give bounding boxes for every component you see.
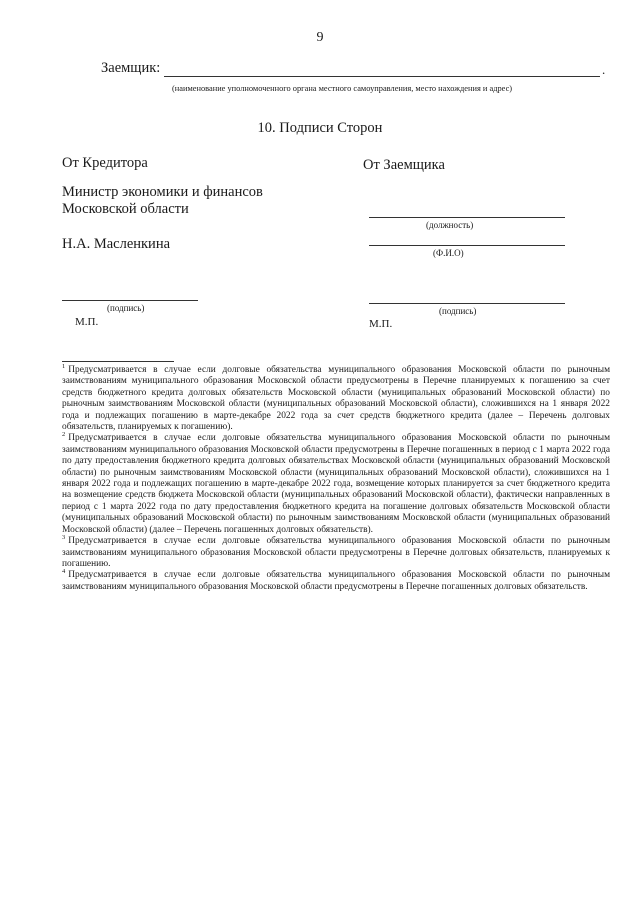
creditor-signature-line [62,300,198,301]
creditor-stamp-label: М.П. [75,316,99,328]
footnote-1 [62,365,610,433]
minister-title-line2: Московской области [62,201,189,217]
borrower-signature-line [369,303,565,304]
borrower-fio-caption: (Ф.И.О) [433,248,464,258]
borrower-name-line [164,76,600,77]
footnote-mark: 1 [62,363,66,370]
footnote-text: Предусматривается в случае если долговые обязательства муниципального образования Московской области по рыночным заимствованиям муниципального образования Московской области предусмотрены в Перечне планируемых к погашению за счет средств бюджетного кредита долговых обязательств Московской области (муниципальных образований Московской области) по рыночным заимствованиям Московской области (муниципальных образований Московской области), сложившихся на 1 января 2022 года и подлежащих погашению в марте-декабре 2022 года за счет средств бюджетного кредита (далее – Перечень долговых обязательств, планируемых к погашению). [62,365,610,433]
borrower-position-caption: (должность) [426,220,474,230]
minister-title-line1: Министр экономики и финансов [62,184,263,200]
creditor-title: От Кредитора [62,155,148,171]
footnote-text: Предусматривается в случае если долговые обязательства муниципального образования Московской области по рыночным заимствованиям муниципального образования Московской области предусмотрены в Перечне погашенных долговых обязательств. [62,570,610,592]
footnote-text: Предусматривается в случае если долговые обязательства муниципального образования Московской области по рыночным заимствованиям муниципального образования Московской области предусмотрены в Перечне долговых обязательств, планируемых к погашению. [62,536,610,569]
borrower-sign-title: От Заемщика [363,157,445,173]
borrower-stamp-label: М.П. [369,318,393,330]
borrower-position-line [369,217,565,218]
borrower-fio-line [369,245,565,246]
footnote-separator [62,361,174,362]
borrower-line-dot: . [602,62,606,77]
borrower-signature-caption: (подпись) [439,306,477,316]
footnote-mark: 3 [62,534,66,542]
footnotes [62,365,610,593]
borrower-caption: (наименование уполномоченного органа местного самоуправления, место нахождения и адрес) [172,84,513,93]
footnote-text: Предусматривается в случае если долговые обязательства муниципального образования Московской области по рыночным заимствованиям муниципального образования Московской области предусмотрены в Перечне погашенных в период с 1 марта 2022 года по дату предоставления бюджетного кредита долговых обязательствах Московской области (муниципальных образований Московской области) по рыночным заимствованиям Московской области (муниципальных образований Московской области), сложившихся на 1 января 2022 года и подлежащих погашению в марте-декабре 2022 года, возмещение которых планируется за счет бюджетного кредита на возмещение средств бюджета Московской области (муниципальных образований Московской области), фактически направленных в период с 1 марта 2022 года по дату предоставления бюджетного кредита на погашение долговых обязательств Московской области (муниципальных образований Московской области) по рыночным заимствованиям Московской области (муниципальных образований Московской области) (далее – Перечень погашенных долговых обязательств). [62,433,610,535]
borrower-label: Заемщик: [101,60,161,76]
section-title: 10. Подписи Сторон [257,120,383,136]
footnote-mark: 2 [62,431,66,439]
footnote-mark: 4 [62,568,66,576]
footnote-3 [62,536,610,570]
footnote-4 [62,570,610,593]
page-number: 9 [316,30,324,45]
creditor-signer-name: Н.А. Масленкина [62,236,171,252]
creditor-signature-caption: (подпись) [107,303,145,313]
footnote-2 [62,433,610,536]
